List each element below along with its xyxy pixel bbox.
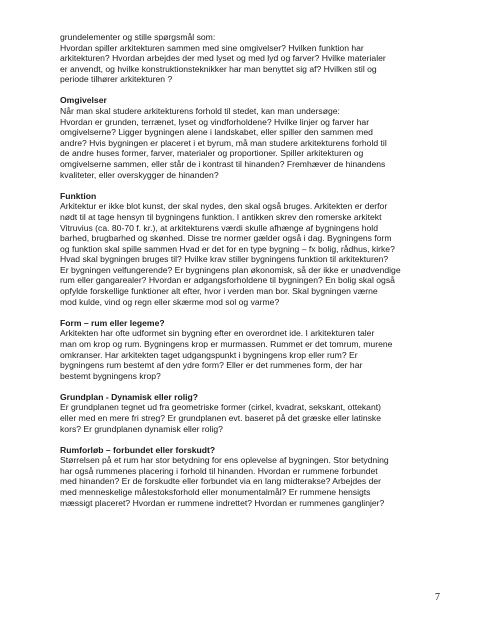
body-line: arkitekturen? Hvordan arbejdes der med lyset og med lyd og farver? Hvilke materialer	[60, 53, 386, 64]
body-line: mod kulde, vind og regn eller skærme mod sol og varme?	[60, 296, 280, 307]
body-line: barhed, brugbarhed og skønhed. Disse tre normer gælder også i dag. Bygningens form	[60, 233, 392, 244]
section-heading: Funktion	[60, 190, 97, 201]
body-line: Hvordan er grunden, terrænet, lyset og vindforholdene? Hvilke linjer og farver har	[60, 116, 370, 127]
body-line: de andre huses former, farver, materialer og proportioner. Spiller arkitekturen og	[60, 148, 364, 159]
body-line: mæssigt placeret? Hvordan er rummene indrettet? Hvordan er rummenes ganglinjer?	[60, 497, 385, 508]
page-number: 7	[435, 592, 440, 603]
body-line: Vitruvius (ca. 80-70 f. kr.), at arkitekturens værdi skulle afhænge af bygningens hold	[60, 222, 378, 233]
body-line: Hvad skal bygningen bruges til? Hvilke krav stiller bygningens funktion til arkitekturen?	[60, 254, 389, 265]
section-heading: Grundplan - Dynamisk eller rolig?	[60, 391, 199, 402]
body-line: andre? Hvis bygningen er placeret i et byrum, må man studere arkitekturens forhold til	[60, 137, 387, 148]
section-heading: Rumforløb – forbundet eller forskudt?	[60, 444, 216, 455]
section-omgivelser	[60, 95, 432, 180]
section-heading: Form – rum eller legeme?	[60, 317, 165, 328]
body-line: Størrelsen på et rum har stor betydning for ens oplevelse af bygningen. Stor betydning	[60, 455, 389, 466]
section-heading: Omgivelser	[60, 95, 107, 106]
section-form	[60, 318, 432, 382]
body-line: har også rummenes placering i forhold til hinanden. Hvordan er rummene forbundet	[60, 465, 378, 476]
body-line: Arkitekten har ofte udformet sin bygning efter en overordnet ide. I arkitekturen taler	[60, 328, 375, 339]
body-line: og funktion skal spille sammen Hvad er det for en type bygning – fx bolig, rådhus, kirke?	[60, 243, 395, 254]
body-line: Arkitektur er ikke blot kunst, der skal nydes, den skal også bruges. Arkitekten er derfor	[60, 201, 388, 212]
section-grundplan	[60, 392, 432, 434]
section-rumforloeb	[60, 445, 432, 509]
body-line: er anvendt, og hvilke konstruktionsteknikker har man benyttet sig af? Hvilken stil og	[60, 63, 377, 74]
body-line: omgivelserne sammen, eller står de i kontrast til hinanden? Fremhæver de hinandens	[60, 159, 386, 170]
body-line: omkranser. Har arkitekten taget udgangspunkt i bygningens krop eller rum? Er	[60, 349, 358, 360]
section-intro	[60, 32, 432, 85]
body-line: opfylde forskellige funktioner alt efter, hvor i verden man bor. Skal bygningen værne	[60, 286, 378, 297]
body-line: bestemt bygningens krop?	[60, 370, 161, 381]
body-line: Er grundplanen tegnet ud fra geometriske former (cirkel, kvadrat, sekskant, ottekant)	[60, 402, 381, 413]
body-line: kors? Er grundplanen dynamisk eller rolig?	[60, 423, 223, 434]
body-line: Hvordan spiller arkitekturen sammen med sine omgivelser? Hvilken funktion har	[60, 42, 364, 53]
body-line: med menneskelige målestoksforhold eller monumentalmål? Er rummene hensigts	[60, 487, 371, 498]
body-line: omgivelserne? Ligger bygningen alene i landskabet, eller spiller den sammen med	[60, 127, 373, 138]
body-line: Er bygningen velfungerende? Er bygningens plan økonomisk, så der ikke er unødvendige	[60, 264, 401, 275]
body-line: periode tilhører arkitekturen ?	[60, 74, 173, 85]
page-content	[60, 32, 432, 519]
body-line: grundelementer og stille spørgsmål som:	[60, 32, 216, 42]
section-funktion	[60, 191, 432, 308]
body-line: man om krop og rum. Bygningens krop er murmassen. Rummet er det tomrum, murene	[60, 338, 393, 349]
body-line: rum eller gangarealer? Hvordan er adgangsforholdene til bygningen? En bolig skal også	[60, 275, 395, 286]
body-line: med hinanden? Er de forskudte eller forbundet via en lang midterakse? Arbejdes der	[60, 476, 382, 487]
body-line: bygningens rum bestemt af den ydre form? Eller er det rummenes form, der har	[60, 360, 363, 371]
body-line: Når man skal studere arkitekturens forhold til stedet, kan man undersøge:	[60, 106, 340, 117]
body-line: kvaliteter, eller overskygger de hinanden?	[60, 169, 219, 180]
body-line: eller med en mere fri streg? Er grundplanen evt. baseret på det græske eller latinske	[60, 413, 381, 423]
body-line: nødt til at tage hensyn til bygningens funktion. I antikken skrev den romerske arkitekt	[60, 211, 382, 222]
